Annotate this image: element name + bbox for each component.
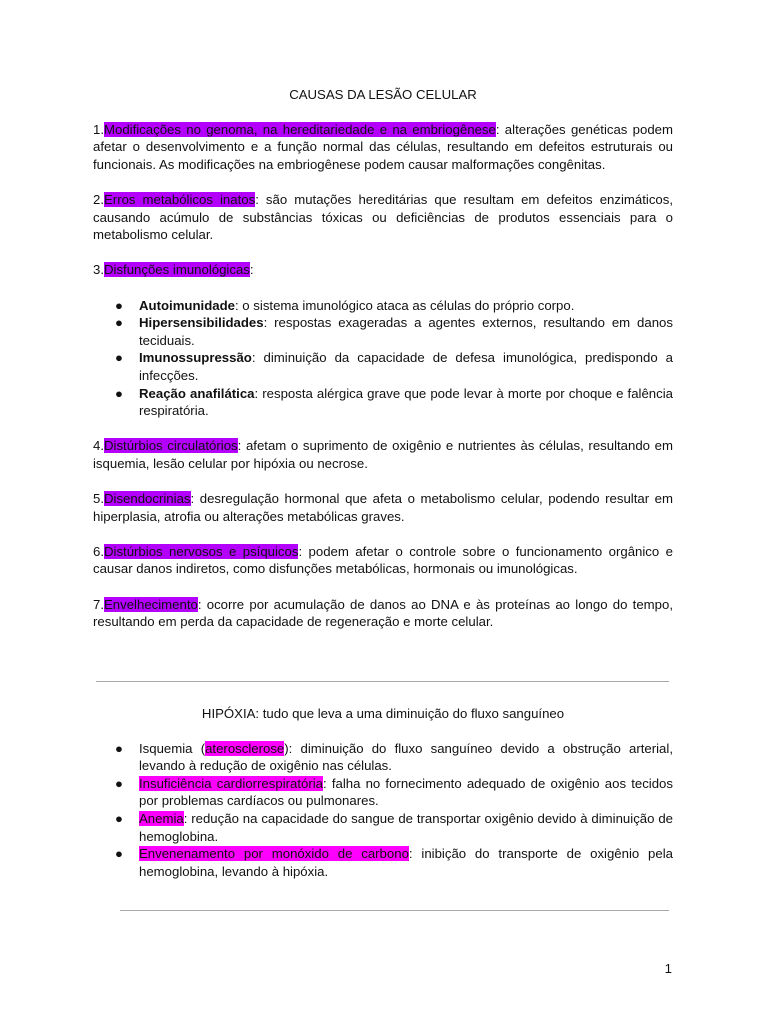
bullet-icon: ● <box>115 740 123 756</box>
highlighted-term: aterosclerose <box>205 740 285 756</box>
item-text: : ocorre por acumulação de danos ao DNA e às proteínas ao longo do tempo, resultando em perda da capacidade de regeneração e morte celular. <box>93 596 673 630</box>
item-text: : diminuição da capacidade de defesa imunológica, predispondo a infecções. <box>139 350 673 383</box>
item-number: 5. <box>93 491 104 507</box>
list-item <box>93 810 673 845</box>
item-5 <box>93 490 673 525</box>
page-title: CAUSAS DA LESÃO CELULAR <box>289 87 477 102</box>
bullet-icon: ● <box>115 297 123 313</box>
divider <box>96 681 669 682</box>
highlighted-term: Anemia <box>139 810 184 826</box>
highlighted-term: Distúrbios circulatórios <box>104 438 238 454</box>
item-2 <box>93 191 673 244</box>
item-3 <box>93 261 673 279</box>
item-1 <box>93 121 673 174</box>
section-hipoxia <box>93 705 673 898</box>
item-number: 6. <box>93 543 104 559</box>
section-causas <box>93 86 673 648</box>
item-text: : resposta alérgica grave que pode levar à morte por choque e falência respiratória. <box>139 385 673 419</box>
bullet-icon: ● <box>115 775 123 791</box>
section-title: HIPÓXIA: tudo que leva a uma diminuição do fluxo sanguíneo <box>201 706 565 721</box>
list-item <box>93 740 673 775</box>
list-item <box>93 349 673 384</box>
list-item <box>93 775 673 810</box>
highlighted-term: Envelhecimento <box>104 596 198 612</box>
item-text: : são mutações hereditárias que resultam em defeitos enzimáticos, causando acúmulo de substâncias tóxicas ou deficiências de produtos essenciais para o metabolismo celular. <box>93 191 673 243</box>
hypoxia-list <box>93 740 673 881</box>
item-number: 1. <box>93 121 104 137</box>
item-number: 3. <box>93 262 104 278</box>
highlighted-term: Modificações no genoma, na hereditariedade e na embriogênese <box>104 121 496 137</box>
item-text: : desregulação hormonal que afeta o metabolismo celular, podendo resultar em hiperplasia, atrofia ou alterações metabólicas graves. <box>93 491 673 524</box>
item-text: : podem afetar o controle sobre o funcionamento orgânico e causar danos indiretos, como disfunções metabólicas, hormonais ou imunológicas. <box>93 543 673 577</box>
highlighted-term: Erros metabólicos inatos <box>104 191 256 207</box>
item-text: : o sistema imunológico ataca as células do próprio corpo. <box>234 297 575 313</box>
list-item <box>93 314 673 349</box>
bullet-icon: ● <box>115 315 123 331</box>
item-7 <box>93 596 673 631</box>
list-item <box>93 385 673 420</box>
item-6 <box>93 543 673 578</box>
item-text: : afetam o suprimento de oxigênio e nutrientes às células, resultando em isquemia, lesão celular por hipóxia ou necrose. <box>93 438 673 471</box>
highlighted-term: Disendocrinias <box>104 491 191 507</box>
item-number: 7. <box>93 596 104 612</box>
bullet-icon: ● <box>115 350 123 366</box>
page-number: 1 <box>664 961 672 976</box>
item-text: : alterações genéticas podem afetar o desenvolvimento e a função normal das células, resultando em defeitos estruturais ou funcionais. As modificações na embriogênese podem causar malformações congênitas. <box>93 121 673 172</box>
term-bold: Autoimunidade <box>139 297 235 313</box>
bullet-icon: ● <box>115 810 123 826</box>
list-item <box>93 845 673 880</box>
divider <box>120 910 669 911</box>
item-text: : inibição do transporte de oxigênio pela hemoglobina, levando à hipóxia. <box>139 846 673 879</box>
term-bold: Imunossupressão <box>139 350 252 366</box>
highlighted-term: Disfunções imunológicas <box>104 262 250 278</box>
bullet-icon: ● <box>115 385 123 401</box>
item-4 <box>93 437 673 472</box>
item-text: : redução na capacidade do sangue de transportar oxigênio devido à diminuição de hemoglobina. <box>139 810 673 844</box>
term-bold: Hipersensibilidades <box>139 315 264 331</box>
highlighted-term: Envenenamento por monóxido de carbono <box>139 846 409 862</box>
immuno-list <box>93 297 673 420</box>
item-text: : respostas exageradas a agentes externos, resultando em danos teciduais. <box>139 315 673 348</box>
item-text: : falha no fornecimento adequado de oxigênio aos tecidos por problemas cardíacos ou pulmonares. <box>139 775 673 809</box>
highlighted-term: Distúrbios nervosos e psíquicos <box>104 543 299 559</box>
item-number: 2. <box>93 191 104 207</box>
bullet-icon: ● <box>115 846 123 862</box>
item-prefix: Isquemia ( <box>139 740 206 756</box>
highlighted-term: Insuficiência cardiorrespiratória <box>139 775 324 791</box>
item-text: ): diminuição do fluxo sanguíneo devido a obstrução arterial, levando à redução de oxigênio nas células. <box>139 740 673 774</box>
list-item <box>93 297 673 315</box>
item-text: : <box>249 262 254 278</box>
term-bold: Reação anafilática <box>139 385 255 401</box>
item-number: 4. <box>93 438 104 454</box>
